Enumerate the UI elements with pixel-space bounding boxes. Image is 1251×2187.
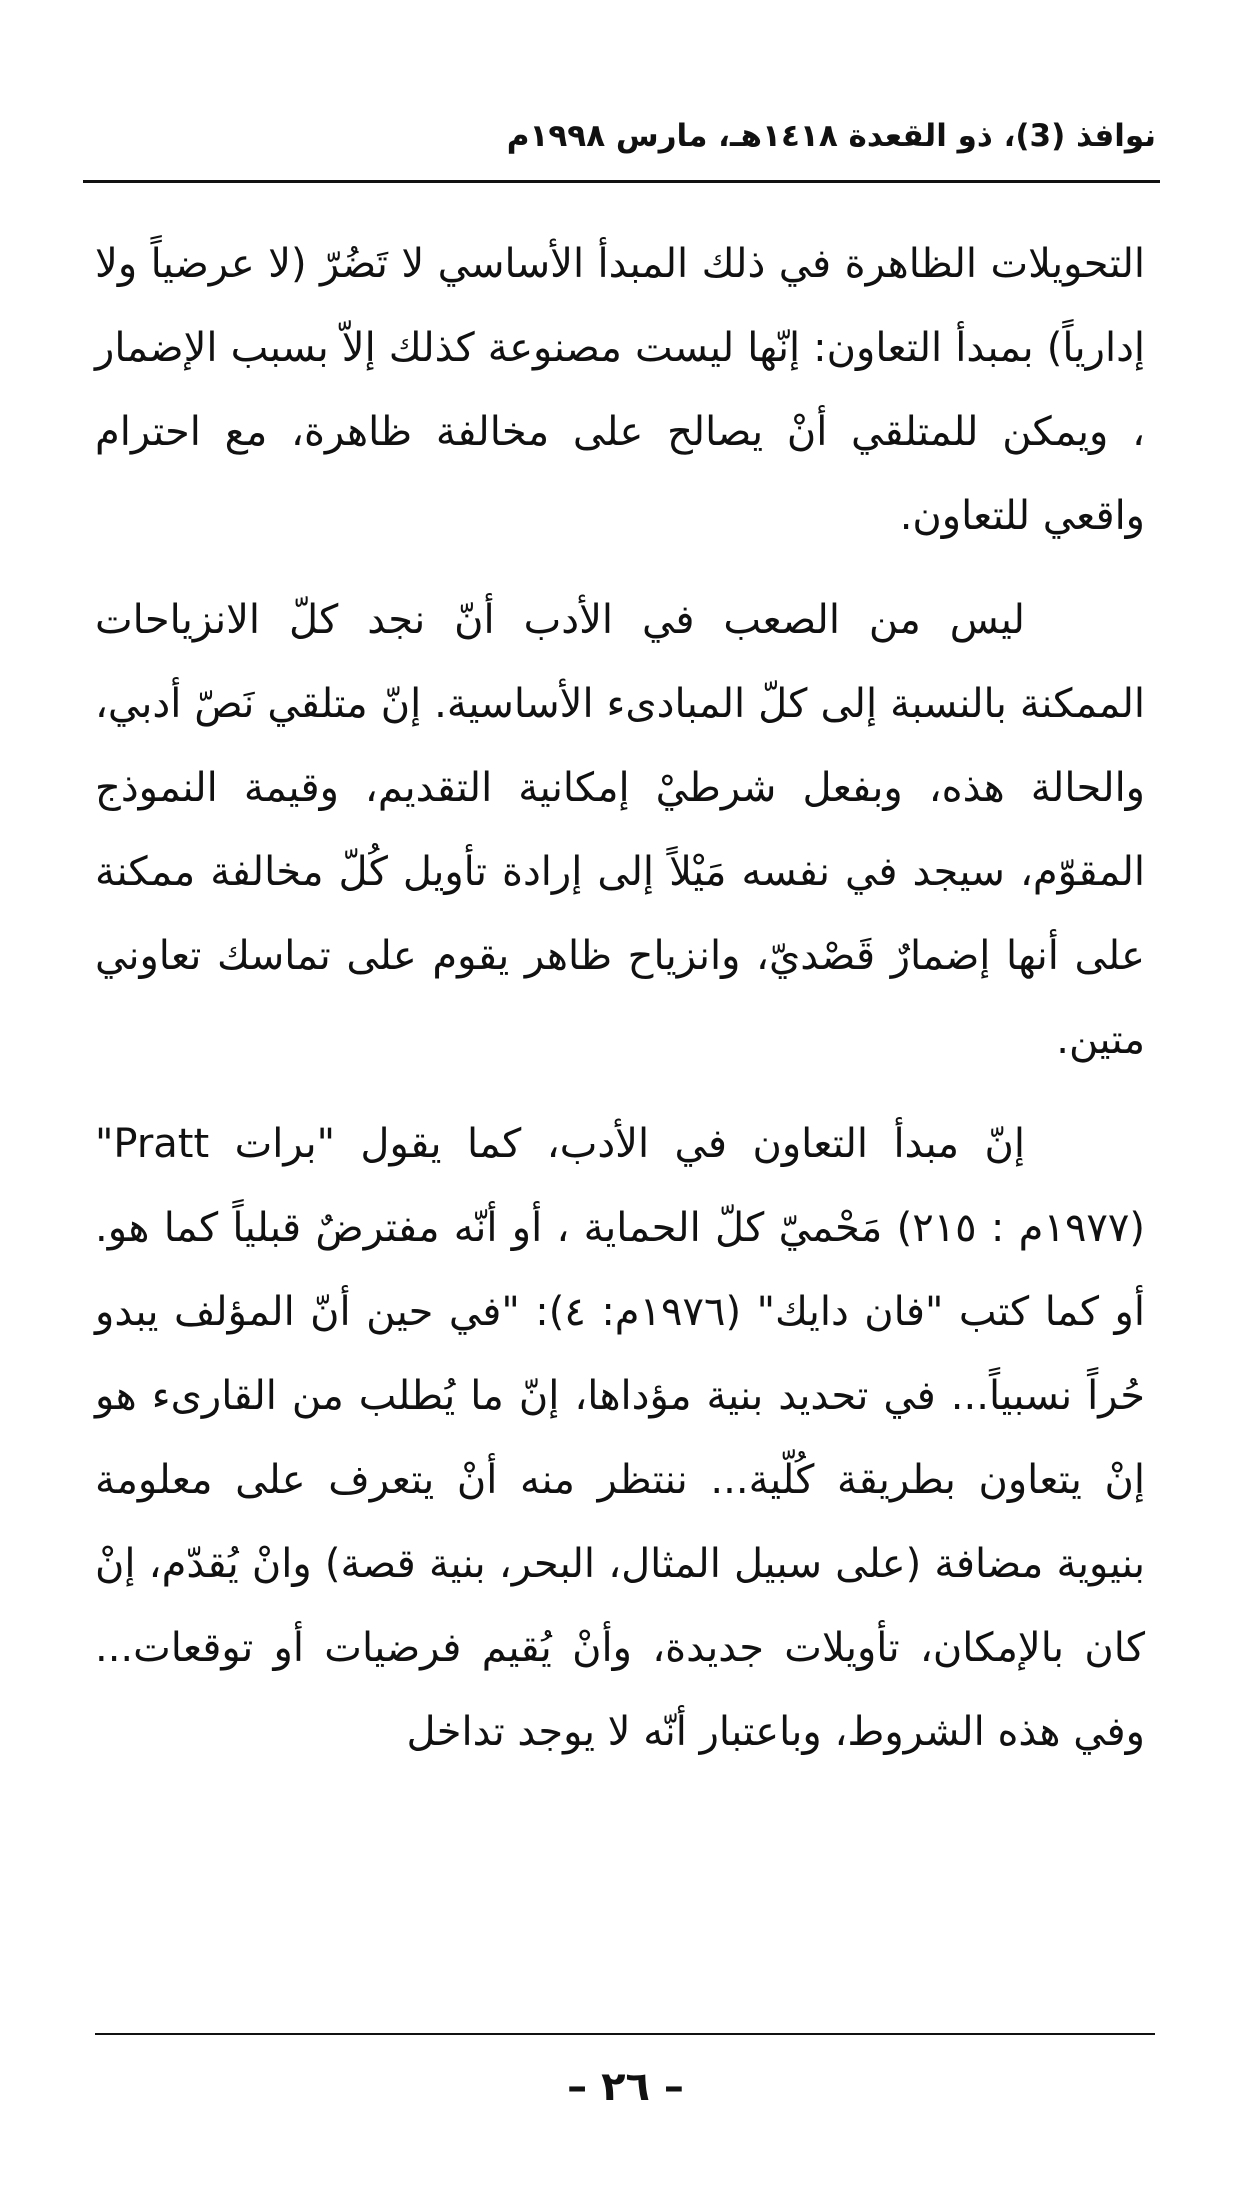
footer-rule bbox=[95, 2033, 1155, 2035]
paragraph: ليس من الصعب في الأدب أنّ نجد كلّ الانزياحات الممكنة بالنسبة إلى كلّ المبادىء الأساسية. إنّ متلقي نَصّ أدبي، والحالة هذه، وبفعل شرطيْ إمكانية التقديم، وقيمة النموذج المقوّم، سيجد في نفسه مَيْلاً إلى إرادة تأويل كُلّ مخالفة ممكنة على أنها إضمارٌ قَصْديّ، وانزياح ظاهر يقوم على تماسك تعاوني متين. bbox=[95, 597, 1145, 1063]
running-header: نوافذ (3)، ذو القعدة ١٤١٨هـ، مارس ١٩٩٨م bbox=[506, 118, 1156, 154]
paragraph: التحويلات الظاهرة في ذلك المبدأ الأساسي لا تَضُرّ (لا عرضياً ولا إدارياً) بمبدأ التعاون: إنّها ليست مصنوعة كذلك إلاّ بسبب الإضمار ، ويمكن للمتلقي أنْ يصالح على مخالفة ظاهرة، مع احترام واقعي للتعاون. bbox=[95, 241, 1145, 539]
page-number: – ٢٦ – bbox=[567, 2064, 684, 2110]
body-text bbox=[95, 222, 1145, 1774]
header-rule bbox=[83, 180, 1160, 183]
paragraph: إنّ مبدأ التعاون في الأدب، كما يقول "برات Pratt" (١٩٧٧م : ٢١٥) مَحْميّ كلّ الحماية ، أو أنّه مفترضٌ قبلياً كما هو. أو كما كتب "فان دايك" (١٩٧٦م: ٤): "في حين أنّ المؤلف يبدو حُراً نسبياً... في تحديد بنية مؤداها، إنّ ما يُطلب من القارىء هو إنْ يتعاون بطريقة كُلّية... ننتظر منه أنْ يتعرف على معلومة بنيوية مضافة (على سبيل المثال، البحر، بنية قصة) وانْ يُقدّم، إنْ كان بالإمكان، تأويلات جديدة، وأنْ يُقيم فرضيات أو توقعات... وفي هذه الشروط، وباعتبار أنّه لا يوجد تداخل bbox=[95, 1121, 1145, 1755]
